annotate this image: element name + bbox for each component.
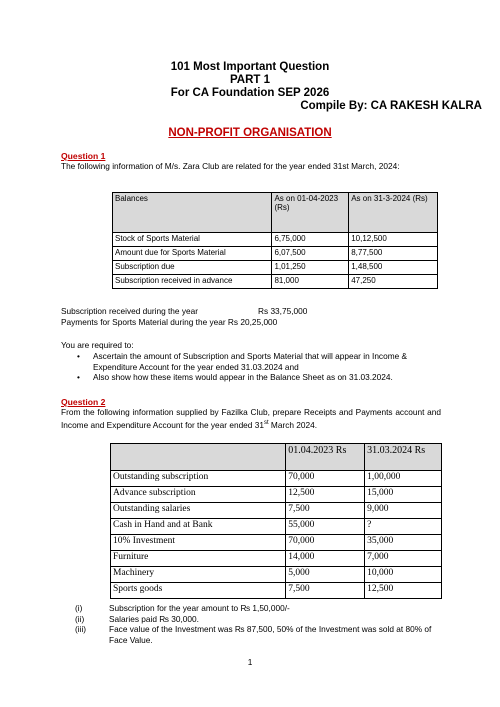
table-cell: 8,77,500 [349,247,438,261]
subscription-received-value: Rs 33,75,000 [258,306,308,316]
question-2-heading: Question 2 [61,397,106,407]
table-cell: Stock of Sports Material [113,233,272,247]
header-line-1: 101 Most Important Question [170,61,330,73]
table-cell: 10,12,500 [349,233,438,247]
question-1-bullets [61,351,441,383]
table-cell: 14,000 [286,551,365,567]
table-row [113,261,438,275]
table-cell: 70,000 [286,471,365,487]
table-cell: 35,000 [365,535,442,551]
list-item: (iii) Face value of the Investment was ₨ 87,500, 50% of the Investment was sold at 80% of Face Value. [75,624,432,645]
table-cell: Sports goods [111,583,286,599]
table-row [113,233,438,247]
header-line-4: Compile By: CA RAKESH KALRA [300,100,482,112]
table-cell: 7,500 [286,583,365,599]
table-row [111,567,442,583]
table-row [111,535,442,551]
table-cell: Advance subscription [111,487,286,503]
header-line-2: PART 1 [229,74,271,86]
table-cell: 12,500 [286,487,365,503]
table-cell: Subscription due [113,261,272,275]
table-cell: 5,000 [286,567,365,583]
header-line-3: For CA Foundation SEP 2026 [170,87,330,99]
table-cell: 12,500 [365,583,442,599]
table-cell: Cash in Hand and at Bank [111,519,286,535]
table-header-cell: As on 01-04-2023 (Rs) [272,193,349,233]
table-cell: 9,000 [365,503,442,519]
question-1-intro: The following information of M/s. Zara Club are related for the year ended 31st March, 2024: [61,161,400,171]
table-row [111,487,442,503]
list-item: (i) Subscription for the year amount to ₨ 1,50,000/- [75,603,290,613]
table-cell: Outstanding salaries [111,503,286,519]
table-cell: 70,000 [286,535,365,551]
table-row [111,551,442,567]
section-title: NON-PROFIT ORGANISATION [168,127,332,139]
table-cell: 81,000 [272,275,349,289]
table-cell: 47,250 [349,275,438,289]
table-header-cell [111,444,286,471]
table-cell: Outstanding subscription [111,471,286,487]
table-cell: 6,07,500 [272,247,349,261]
question-2-notes [61,603,443,645]
table-cell: 1,00,000 [365,471,442,487]
table-header-cell: Balances [113,193,272,233]
table-header-cell: 01.04.2023 Rs [286,444,365,471]
bullet-icon: • [77,372,80,382]
table-cell: 1,01,250 [272,261,349,275]
table-row [111,503,442,519]
table-cell: 7,000 [365,551,442,567]
table-cell: Machinery [111,567,286,583]
table-cell: Amount due for Sports Material [113,247,272,261]
required-label: You are required to: [61,340,134,350]
question-2-table [110,443,442,599]
subscription-received-label: Subscription received during the year [61,306,198,316]
table-row [113,247,438,261]
table-cell: Furniture [111,551,286,567]
table-cell: Subscription received in advance [113,275,272,289]
bullet-icon: • [77,351,80,361]
table-cell: 55,000 [286,519,365,535]
question-2-intro: From the following information supplied by Fazilka Club, prepare Receipts and Payments account and Income and Expenditure Account for the year ended 31st March 2024. [61,407,441,430]
table-row [111,471,442,487]
table-cell: 7,500 [286,503,365,519]
table-cell: ? [365,519,442,535]
page-number: 1 [247,657,253,667]
table-header-cell: As on 31-3-2024 (Rs) [349,193,438,233]
table-row [113,275,438,289]
question-1-table [112,192,438,289]
table-cell: 1,48,500 [349,261,438,275]
list-item: • Also show how these items would appear in the Balance Sheet as on 31.03.2024. [77,372,393,382]
payments-sports-material: Payments for Sports Material during the year Rs 20,25,000 [61,317,278,327]
table-header-row [113,193,438,233]
table-header-cell: 31.03.2024 Rs [365,444,442,471]
table-cell: 10% Investment [111,535,286,551]
list-item: (ii) Salaries paid ₨ 30,000. [75,613,199,624]
list-item: • Ascertain the amount of Subscription and Sports Material that will appear in Income & Expenditure Account for the year ended 31.03.2024 and [77,351,408,372]
table-header-row [111,444,442,471]
table-cell: 10,000 [365,567,442,583]
question-1-heading: Question 1 [61,151,106,161]
table-cell: 15,000 [365,487,442,503]
table-row [111,583,442,599]
table-row [111,519,442,535]
table-cell: 6,75,000 [272,233,349,247]
